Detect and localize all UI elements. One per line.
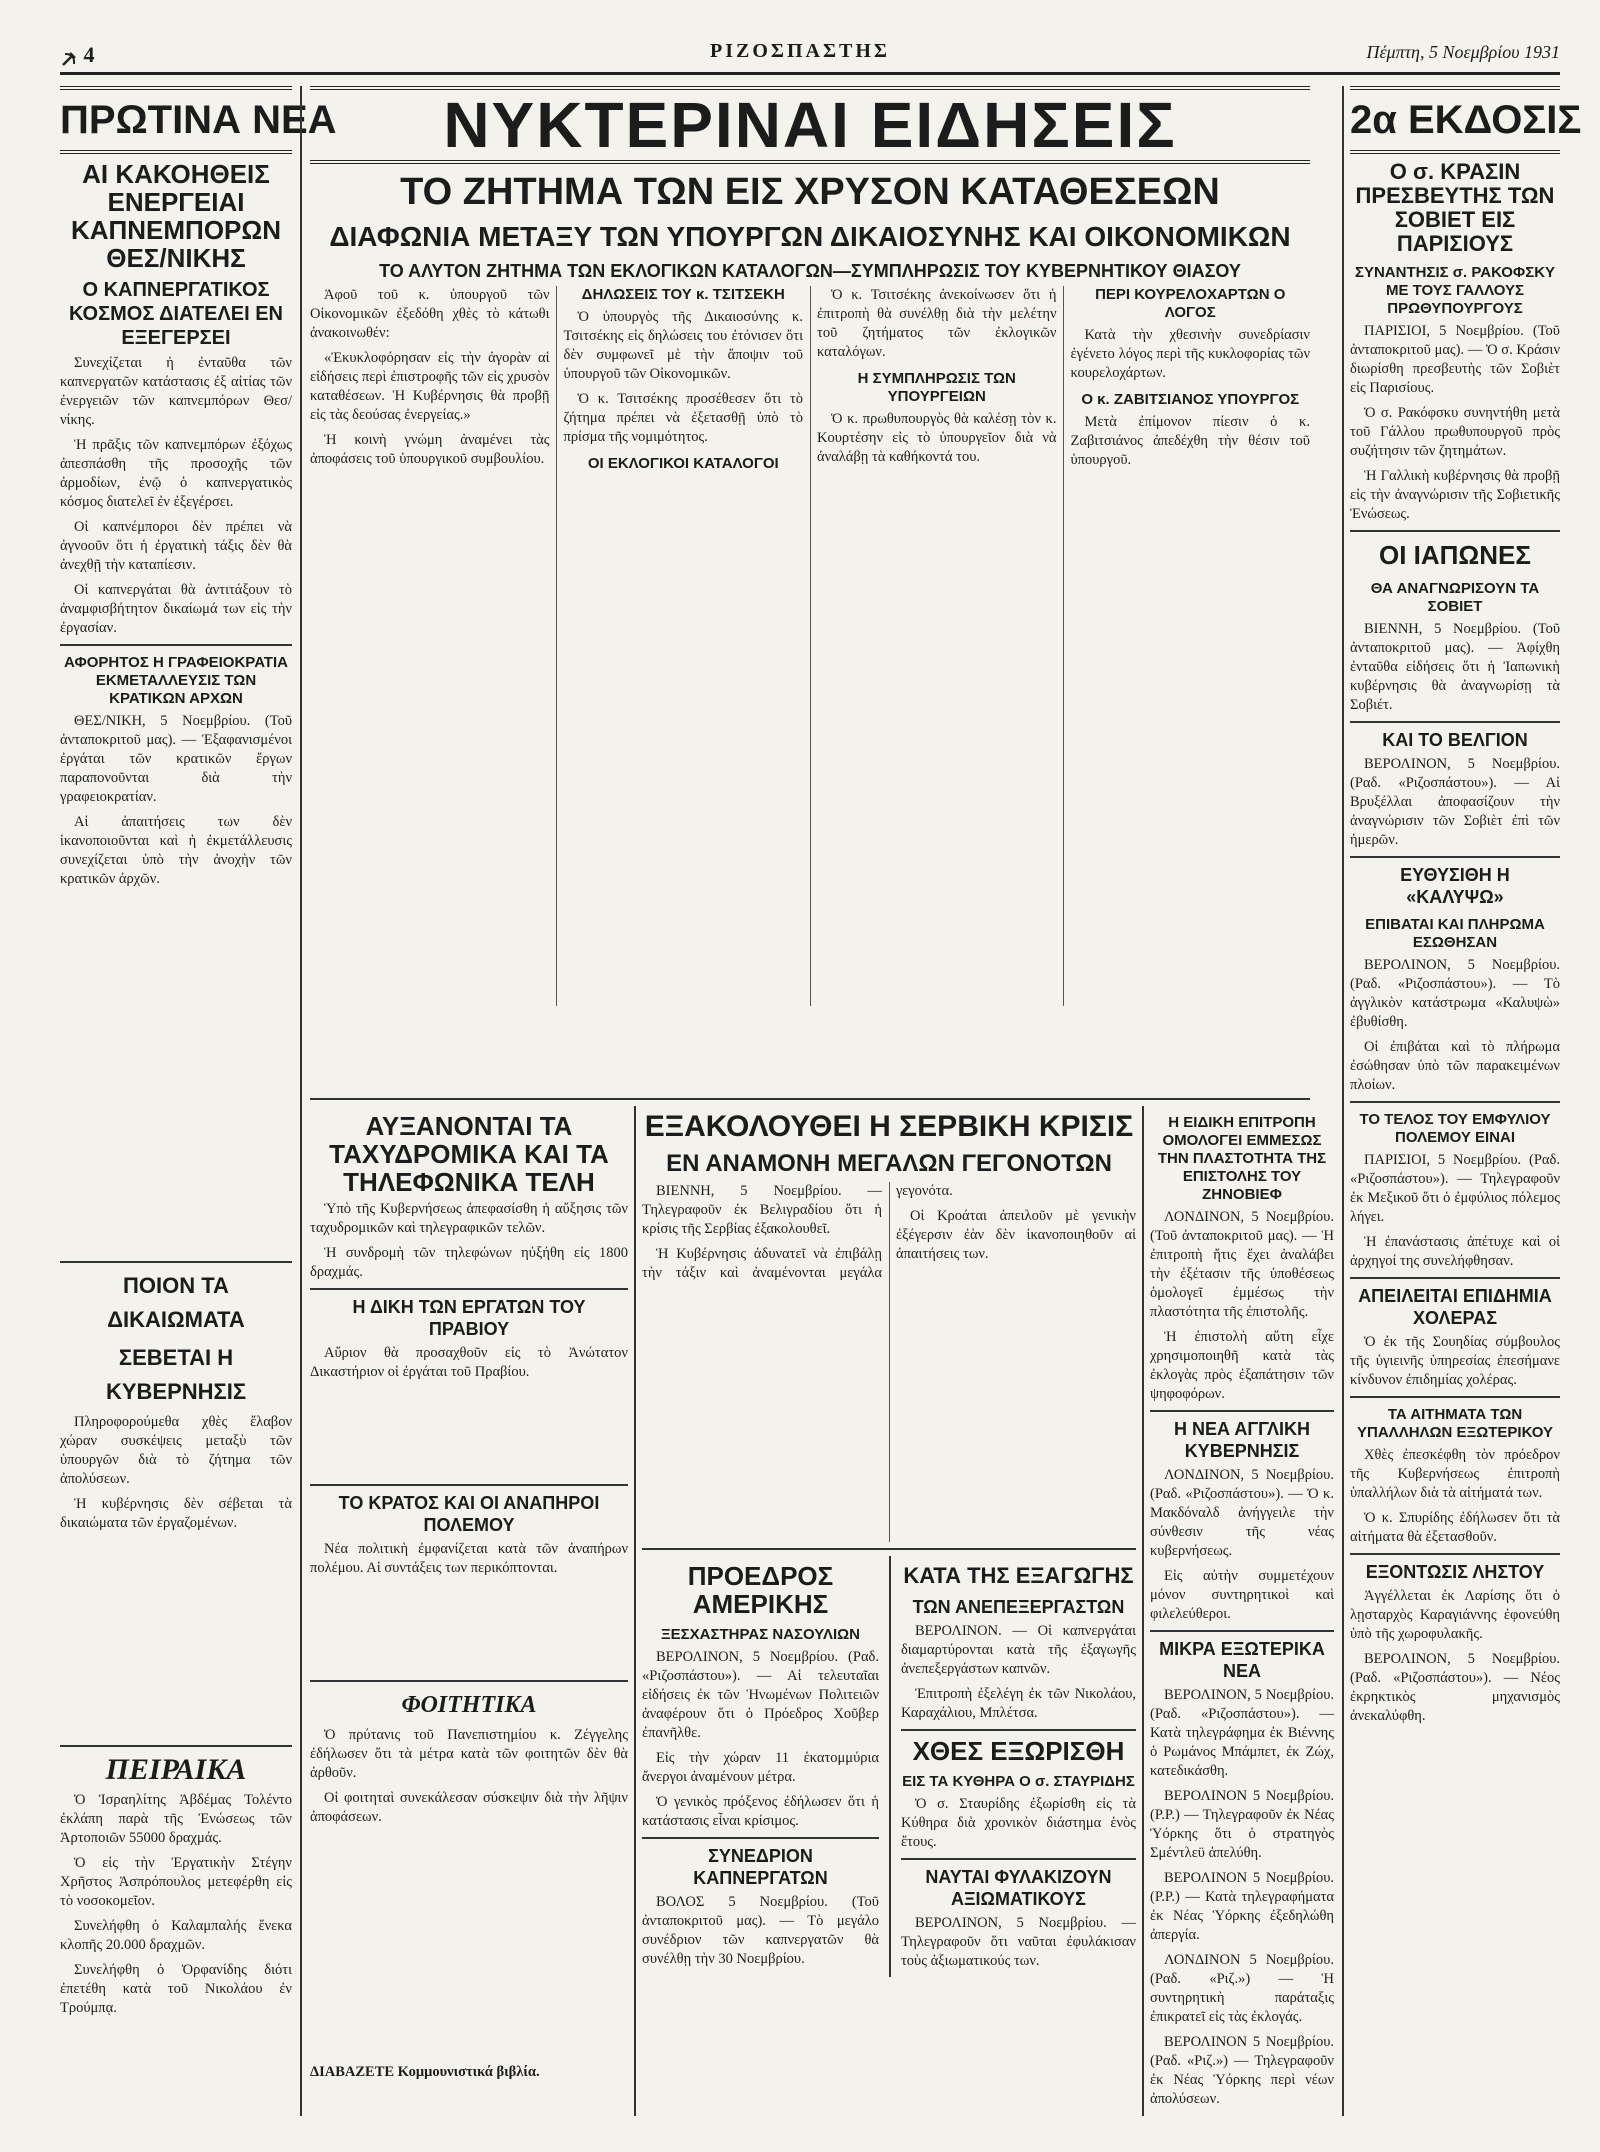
war-end-para: Ἡ ἐπανάστασις ἀπέτυχε καὶ οἱ ἀρχηγοί της συνελήφθησαν.	[1350, 1234, 1560, 1269]
divider	[642, 1837, 879, 1839]
divider	[901, 1858, 1136, 1860]
left-item4-headline: ΠΕΙΡΑΙΚΑ	[105, 1753, 247, 1786]
trial-para: Αὔριον θὰ προσαχθοῦν εἰς τὸ Ἀνώτατον Δικαστήριον οἱ ἐργάται τοῦ Πραβίου.	[310, 1345, 628, 1380]
war-end-headline: ΤΟ ΤΕΛΟΣ ΤΟΥ ΕΜΦΥΛΙΟΥ ΠΟΛΕΜΟΥ ΕΙΝΑΙ	[1359, 1111, 1551, 1146]
student-para: Οἱ φοιτηταὶ συνεκάλεσαν σύσκεψιν διὰ τὴν λῆψιν ἀποφάσεων.	[310, 1790, 628, 1825]
spacer	[310, 1584, 628, 1674]
left-item2-headline: ΑΦΟΡΗΤΟΣ Η ΓΡΑΦΕΙΟΚΡΑΤΙΑ ΕΚΜΕΤΑΛΛΕΥΣΙΣ ΤΩΝ ΚΡΑΤΙΚΩΝ ΑΡΧΩΝ	[64, 654, 288, 707]
center-subhead: Η ΣΥΜΠΛΗΡΩΣΙΣ ΤΩΝ ΥΠΟΥΡΓΕΙΩΝ	[857, 370, 1016, 405]
left-item3-headline: ΠΟΙΟΝ ΤΑ ΔΙΚΑΙΩΜΑΤΑ	[107, 1273, 245, 1332]
divider	[310, 1288, 628, 1290]
center-misc-column	[310, 1106, 628, 2116]
left-item3-subhead: ΣΕΒΕΤΑΙ Η ΚΥΒΕΡΝΗΣΙΣ	[105, 1345, 247, 1404]
center-main-para: «Ἐκυκλοφόρησαν εἰς τὴν ἀγορὰν αἱ εἰδήσεις περὶ ἐπιστροφῆς τῶν εἰς χρυσὸν καταθέσεων. Ἡ Κυβέρνησις θὰ προβῇ εἰς τὰς δεούσας ἐνεργείας.»	[310, 350, 550, 423]
left-item3-para: Ἡ κυβέρνησις δὲν σέβεται τὰ δικαιώματα τῶν ἐργαζομένων.	[60, 1496, 292, 1531]
japan-para: ΒΙΕΝΝΗ, 5 Νοεμβρίου. (Τοῦ ἀνταποκριτοῦ μας). — Ἀφίχθη ἐνταῦθα εἰδήσεις ὅτι ἡ Ἰαπωνικὴ κυβέρνησις θὰ ἀναγνωρίσῃ τὰ Σοβιέτ.	[1350, 621, 1560, 713]
divider	[1350, 1396, 1560, 1398]
committee-para: Ἡ ἐπιστολὴ αὕτη εἶχε χρησιμοποιηθῆ κατὰ τὰς ἐκλογὰς πρὸς ἐξαπάτησιν τῶν ψηφοφόρων.	[1150, 1329, 1334, 1402]
left-item3-para: Πληροφορούμεθα χθὲς ἔλαβον χώραν συσκέψεις μεταξὺ τῶν ὑπουργῶν διὰ τὸ ζήτημα τῶν ἀπολύσεων.	[60, 1414, 292, 1487]
kalypso-headline: ΕΥΘΥΣΙΘΗ Η «ΚΑΛΥΨΩ»	[1400, 865, 1510, 907]
right-lead-subhead: ΣΥΝΑΝΤΗΣΙΣ σ. ΡΑΚΟΦΣΚΥ ΜΕ ΤΟΥΣ ΓΑΛΛΟΥΣ ΠΡΩΘΥΠΟΥΡΓΟΥΣ	[1354, 264, 1556, 317]
divider	[60, 1261, 292, 1263]
left-banner: ΠΡΩΤΙΝΑ ΝΕΑ	[60, 86, 292, 154]
center-main-para: Ὁ ὑπουργὸς τῆς Δικαιοσύνης κ. Τσιτσέκης εἰς δηλώσεις του ἐτόνισεν ὅτι δὲν συμφωνεῖ μὲ τὴν ἄποψιν τοῦ ὑπουργοῦ τῶν Οἰκονομικῶν.	[563, 309, 803, 382]
uk-para: ΛΟΝΔΙΝΟΝ, 5 Νοεμβρίου. (Ραδ. «Ριζοσπάστου»). — Ὁ κ. Μακδόναλδ ἀνήγγειλε τὴν σύνθεσιν τῆς νέας κυβερνήσεως.	[1150, 1467, 1334, 1559]
center-main-para: Ὁ κ. πρωθυπουργὸς θὰ καλέσῃ τὸν κ. Κουρτέσην εἰς τὸ ὑπουργεῖον διὰ νὰ ἀναλάβῃ τὰ καθήκοντά του.	[817, 411, 1057, 465]
serbia-body	[642, 1182, 1136, 1542]
missing-para: Ἀγγέλλεται ἐκ Λαρίσης ὅτι ὁ λῃσταρχὸς Καραγιάννης ἐφονεύθη ὑπὸ τῆς χωροφυλακῆς.	[1350, 1588, 1560, 1642]
spacer	[310, 1833, 628, 2063]
center-subhead: ΟΙ ΕΚΛΟΓΙΚΟΙ ΚΑΤΑΛΟΓΟΙ	[587, 455, 779, 472]
center-main-para: Ἀφοῦ τοῦ κ. ὑπουργοῦ τῶν Οἰκονομικῶν ἐξεδόθη χθὲς τὸ κάτωθι ἀνακοινωθέν:	[310, 287, 550, 341]
center-main-body	[310, 286, 1310, 1006]
center-subhead: Ο κ. ΖΑΒΙΤΣΙΑΝΟΣ ΥΠΟΥΡΓΟΣ	[1081, 391, 1300, 408]
left-lead-subhead: Ο ΚΑΠΝΕΡΓΑΤΙΚΟΣ ΚΟΣΜΟΣ ΔΙΑΤΕΛΕΙ ΕΝ ΕΞΕΓΕΡΣΕΙ	[69, 279, 283, 349]
usa-block	[642, 1556, 879, 1977]
belgium-headline: ΚΑΙ ΤΟ ΒΕΛΓΙΟΝ	[1382, 730, 1528, 750]
center-subhead: ΔΗΛΩΣΕΙΣ ΤΟΥ κ. ΤΣΙΤΣΕΚΗ	[581, 286, 785, 303]
uk-para: Εἰς αὐτὴν συμμετέχουν μόνον συντηρητικοὶ καὶ φιλελεύθεροι.	[1150, 1568, 1334, 1622]
exile-para: Ὁ σ. Σταυρίδης ἐξωρίσθη εἰς τὰ Κύθηρα διὰ χρονικὸν διάστημα ἑνὸς ἔτους.	[900, 1796, 1136, 1850]
left-lead-para: Συνεχίζεται ἡ ἐνταῦθα τῶν καπνεργατῶν κατάστασις ἐξ αἰτίας τῶν ἐνεργειῶν τῶν καπνεμπόρων Θεσ/νίκης.	[60, 355, 292, 428]
post-headline: ΑΥΞΑΝΟΝΤΑΙ ΤΑ ΤΑΧΥΔΡΟΜΙΚΑ ΚΑΙ ΤΑ ΤΗΛΕΦΩΝΙΚΑ ΤΕΛΗ	[329, 1111, 609, 1197]
serbia-para: Οἱ Κροάται ἀπειλοῦν μὲ γενικὴν ἐξέγερσιν ἐὰν δὲν ἱκανοποιηθοῦν αἱ ἀπαιτήσεις των.	[896, 1208, 1136, 1262]
post-para: Ἡ συνδρομὴ τῶν τηλεφώνων ηὐξήθη εἰς 1800 δραχμάς.	[310, 1245, 628, 1280]
column-rule	[300, 86, 302, 2116]
export-para: ΒΕΡΟΛΙΝΟΝ. — Οἱ καπνεργάται διαμαρτύρονται κατὰ τῆς ἐξαγωγῆς ἀνεπεξεργάστων καπνῶν.	[900, 1623, 1136, 1677]
divider	[1350, 1553, 1560, 1555]
usa-para: ΒΕΡΟΛΙΝΟΝ, 5 Νοεμβρίου. (Ραδ. «Ριζοσπάστου»). — Αἱ τελευταῖαι εἰδήσεις ἐκ τῶν Ἡνωμένων Πολιτειῶν ἀναφέρουν ὅτι ὁ Πρόεδρος Χοῦβερ ἐπανῆλθε.	[642, 1649, 879, 1741]
serbia-headline: ΕΞΑΚΟΛΟΥΘΕΙ Η ΣΕΡΒΙΚΗ ΚΡΙΣΙΣ	[644, 1110, 1134, 1143]
center-main-deck: ΤΟ ΑΛΥΤΟΝ ΖΗΤΗΜΑ ΤΩΝ ΕΚΛΟΓΙΚΩΝ ΚΑΤΑΛΟΓΩΝ—ΣΥΜΠΛΗΡΩΣΙΣ ΤΟΥ ΚΥΒΕΡΝΗΤΙΚΟΥ ΘΙΑΣΟΥ	[379, 261, 1241, 281]
spacer	[60, 895, 292, 1255]
committee-headline: Η ΕΙΔΙΚΗ ΕΠΙΤΡΟΠΗ ΟΜΟΛΟΓΕΙ ΕΜΜΕΣΩΣ ΤΗΝ ΠΛΑΣΤΟΤΗΤΑ ΤΗΣ ΕΠΙΣΤΟΛΗΣ ΤΟΥ ΖΗΝΟΒΙΕΦ	[1157, 1114, 1327, 1203]
divider	[1350, 1277, 1560, 1279]
center-main-headline: ΤΟ ΖΗΤΗΜΑ ΤΩΝ ΕΙΣ ΧΡΥΣΟΝ ΚΑΤΑΘΕΣΕΩΝ	[400, 171, 1220, 213]
japan-subhead: ΘΑ ΑΝΑΓΝΩΡΙΣΟΥΝ ΤΑ ΣΟΒΙΕΤ	[1370, 580, 1540, 615]
divider	[901, 1729, 1136, 1731]
war-headline: ΤΟ ΚΡΑΤΟΣ ΚΑΙ ΟΙ ΑΝΑΠΗΡΟΙ ΠΟΛΕΜΟΥ	[338, 1493, 600, 1535]
small-news-para: ΒΕΡΟΛΙΝΟΝ 5 Νοεμβρίου. (Ρ.Ρ.) — Τηλεγραφοῦν ἐκ Νέας Ὑόρκης ὅτι ὁ στρατηγὸς Σμέντλεϋ ἀπελύθη.	[1150, 1788, 1334, 1861]
left-column	[60, 86, 337, 2116]
uk-headline: Η ΝΕΑ ΑΓΓΛΙΚΗ ΚΥΒΕΡΝΗΣΙΣ	[1173, 1419, 1311, 1461]
divider	[1350, 721, 1560, 723]
divider	[1350, 1101, 1560, 1103]
divider	[1350, 856, 1560, 858]
kalypso-para: ΒΕΡΟΛΙΝΟΝ, 5 Νοεμβρίου. (Ραδ. «Ριζοσπάστου»). — Τὸ ἀγγλικὸν κατάστρωμα «Καλυψὼ» ἐβυθίσθη.	[1350, 957, 1560, 1030]
center-upper	[310, 86, 1310, 1096]
column-rule	[1342, 86, 1344, 2116]
exile-headline: ΧΘΕΣ ΕΞΩΡΙΣΘΗ	[912, 1736, 1125, 1766]
serbia-subhead: ΕΝ ΑΝΑΜΟΝΗ ΜΕΓΑΛΩΝ ΓΕΓΟΝΟΤΩΝ	[666, 1150, 1112, 1177]
navy-para: ΒΕΡΟΛΙΝΟΝ, 5 Νοεμβρίου. — Τηλεγραφοῦν ὅτι ναῦται ἐφυλάκισαν τοὺς ἀξιωματικούς των.	[900, 1915, 1136, 1969]
center-main-para: Κατὰ τὴν χθεσινὴν συνεδρίασιν ἐγένετο λόγος περὶ τῆς κυκλοφορίας τῶν κουρελοχάρτων.	[1070, 327, 1310, 381]
right-lead-para: Ἡ Γαλλικὴ κυβέρνησις θὰ προβῇ εἰς τὴν ἀναγνώρισιν τῆς Σοβιετικῆς Ἑνώσεως.	[1350, 468, 1560, 522]
center-subhead: ΠΕΡΙ ΚΟΥΡΕΛΟΧΑΡΤΩΝ Ο ΛΟΓΟΣ	[1095, 286, 1286, 321]
student-footer: ΔΙΑΒΑΖΕΤΕ Κομμουνιστικά βιβλία.	[310, 2064, 540, 2080]
committee-para: ΛΟΝΔΙΝΟΝ, 5 Νοεμβρίου. (Τοῦ ἀνταποκριτοῦ μας). — Ἡ ἐπιτροπὴ ἤτις ἔχει ἀναλάβει τὴν ἐξέτασιν τῆς ὑποθέσεως ὁμολογεῖ ἐμμέσως τὴν πλαστότητα τῆς ἐπιστολῆς.	[1150, 1209, 1334, 1320]
column-rule	[889, 1556, 891, 1977]
divider	[1150, 1630, 1334, 1632]
belgium-para: ΒΕΡΟΛΙΝΟΝ, 5 Νοεμβρίου. (Ραδ. «Ριζοσπάστου»). — Αἱ Βρυξέλλαι ἀποφασίζουν τὴν ἀναγνώρισιν τῶν Σοβιὲτ ἐπὶ τῶν ἡμερῶν.	[1350, 756, 1560, 848]
left-lead-headline: ΑΙ ΚΑΚΟΗΘΕΙΣ ΕΝΕΡΓΕΙΑΙ ΚΑΠΝΕΜΠΟΡΩΝ ΘΕΣ/ΝΙΚΗΣ	[70, 159, 282, 273]
left-lead-para: Οἱ καπνέμποροι δὲν πρέπει νὰ ἀγνοοῦν ὅτι ἡ ἐργατικὴ τάξις δὲν θὰ ἀνεχθῇ τὴν καταπίεσιν.	[60, 519, 292, 573]
export-headline: ΚΑΤΑ ΤΗΣ ΕΞΑΓΩΓΗΣ	[903, 1563, 1134, 1588]
small-news-para: ΒΕΡΟΛΙΝΟΝ 5 Νοεμβρίου. (Ρ.Ρ.) — Κατὰ τηλεγραφήματα ἐκ Νέας Ὑόρκης ἐξεδηλώθη ἀπεργία.	[1150, 1870, 1334, 1943]
lower-split	[642, 1556, 1136, 1977]
divider	[60, 644, 292, 646]
left-item2-para: ΘΕΣ/ΝΙΚΗ, 5 Νοεμβρίου. (Τοῦ ἀνταποκριτοῦ μας). — Ἐξαφανισμένοι ἐργάται τῶν κρατικῶν ἔργων παραπονοῦνται διὰ τὴν γραφειοκρατίαν.	[60, 713, 292, 805]
hammer-sickle-icon	[60, 48, 78, 66]
kalypso-para: Οἱ ἐπιβάται καὶ τὸ πλήρωμα ἐσώθησαν ὑπὸ τῶν παρακειμένων πλοίων.	[1350, 1039, 1560, 1093]
serbia-column	[642, 1106, 1136, 2116]
kalypso-subhead: ΕΠΙΒΑΤΑΙ ΚΑΙ ΠΛΗΡΩΜΑ ΕΣΩΘΗΣΑΝ	[1365, 916, 1545, 951]
center-main-para: Μετὰ ἐπίμονον πίεσιν ὁ κ. Ζαβιτσιάνος ἀπεδέχθη τὴν θέσιν τοῦ ὑπουργοῦ.	[1070, 414, 1310, 468]
left-item2-para: Αἱ ἀπαιτήσεις των δὲν ἱκανοποιοῦνται καὶ ἡ ἐκμετάλλευσις συνεχίζεται ὑπὸ τὴν ἀνοχὴν τῶν κρατικῶν ἀρχῶν.	[60, 814, 292, 887]
divider	[60, 1745, 292, 1747]
spacer	[60, 1539, 292, 1739]
right-banner: 2α ΕΚΔΟΣΙΣ	[1350, 86, 1560, 154]
section-rule	[310, 1098, 1310, 1100]
center-main-para: Ὁ κ. Τσιτσέκης προσέθεσεν ὅτι τὸ ζήτημα πρέπει νὰ ἐξετασθῇ ὑπὸ τὸ πρίσμα τῆς νομιμότητος.	[563, 391, 803, 445]
serbia-para: Ἡ Κυβέρνησις ἀδυνατεῖ νὰ ἐπιβάλῃ τὴν τάξιν καὶ ἀναμένονται μεγάλα γεγονότα.	[642, 1183, 953, 1281]
center-main-para: Ἡ κοινὴ γνώμη ἀναμένει τὰς ἀποφάσεις τοῦ ὑπουργικοῦ συμβουλίου.	[310, 432, 550, 467]
divider	[310, 1484, 628, 1486]
export-block	[901, 1556, 1136, 1977]
export-subhead: ΤΩΝ ΑΝΕΠΕΞΕΡΓΑΣΤΩΝ	[912, 1597, 1125, 1617]
missing-para: ΒΕΡΟΛΙΝΟΝ, 5 Νοεμβρίου. (Ραδ. «Ριζοσπάστου»). — Νέος ἐκρηκτικὸς μηχανισμὸς ἀνεκαλύφθη.	[1350, 1651, 1560, 1724]
usa-subhead: ΞΕΣΧΑΣΤΗΡΑΣ ΝΑΣΟΥΛΙΩΝ	[661, 1626, 860, 1643]
center-main-subhead: ΔΙΑΦΩΝΙΑ ΜΕΤΑΞΥ ΤΩΝ ΥΠΟΥΡΓΩΝ ΔΙΚΑΙΟΣΥΝΗΣ ΚΑΙ ΟΙΚΟΝΟΜΙΚΩΝ	[329, 221, 1291, 252]
divider	[642, 1548, 1136, 1550]
usa-para: Εἰς τὴν χώραν 11 ἑκατομμύρια ἄνεργοι ἀναμένουν μέτρα.	[642, 1750, 879, 1785]
missing-headline: ΕΞΟΝΤΩΣΙΣ ΛΗΣΤΟΥ	[1365, 1562, 1545, 1582]
issue-date: Πέμπτη, 5 Νοεμβρίου 1931	[1366, 42, 1560, 62]
column-rule	[634, 1106, 636, 2116]
exile-subhead: ΕΙΣ ΤΑ ΚΥΘΗΡΑ Ο σ. ΣΤΑΥΡΙΔΗΣ	[902, 1773, 1135, 1790]
navy-headline: ΝΑΥΤΑΙ ΦΥΛΑΚΙΖΟΥΝ ΑΞΙΩΜΑΤΙΚΟΥΣ	[925, 1867, 1112, 1909]
page-number: 4	[60, 42, 95, 68]
cholera-para: Ὁ ἐκ τῆς Σουηδίας σύμβουλος τῆς ὑγιεινῆς ὑπηρεσίας ἐπεσήμανε κίνδυνον ἐπιδημίας χολέρας.	[1350, 1334, 1560, 1388]
post-para: Ὑπὸ τῆς Κυβερνήσεως ἀπεφασίσθη ἡ αὔξησις τῶν ταχυδρομικῶν καὶ τηλεγραφικῶν τελῶν.	[310, 1201, 628, 1236]
divider	[1350, 530, 1560, 532]
serbia-para: ΒΙΕΝΝΗ, 5 Νοεμβρίου. — Τηλεγραφοῦν ἐκ Βελιγραδίου ὅτι ἡ κρίσις τῆς Σερβίας ἐξακολουθεῖ.	[642, 1183, 882, 1237]
usa-headline: ΠΡΟΕΔΡΟΣ ΑΜΕΡΙΚΗΣ	[687, 1561, 834, 1619]
demands-headline: ΤΑ ΑΙΤΗΜΑΤΑ ΤΩΝ ΥΠΑΛΛΗΛΩΝ ΕΞΩΤΕΡΙΚΟΥ	[1357, 1406, 1553, 1441]
demands-para: Χθὲς ἐπεσκέφθη τὸν πρόεδρον τῆς Κυβερνήσεως ἐπιτροπὴ ὑπαλλήλων διὰ τὰ αἰτήματά των.	[1350, 1447, 1560, 1501]
small-news-headline: ΜΙΚΡΑ ΕΞΩΤΕΡΙΚΑ ΝΕΑ	[1159, 1639, 1325, 1681]
center-main-para: Ὁ κ. Τσιτσέκης ἀνεκοίνωσεν ὅτι ἡ ἐπιτροπὴ θὰ συνέλθῃ διὰ τὴν μελέτην τοῦ ζητήματος τῶν ἐκλογικῶν καταλόγων.	[817, 287, 1057, 360]
usa-para: Ὁ γενικὸς πρόξενος ἐδήλωσεν ὅτι ἡ κατάστασις εἶναι κρίσιμος.	[642, 1794, 879, 1829]
header-rule	[60, 72, 1560, 75]
right-column	[1350, 86, 1582, 2116]
left-item4-para: Συνελήφθη ὁ Καλαμπαλής ἕνεκα κλοπῆς 20.000 δραχμῶν.	[60, 1918, 292, 1953]
small-news-para: ΒΕΡΟΛΙΝΟΝ 5 Νοεμβρίου. (Ραδ. «Ριζ.») — Τηλεγραφοῦν ἐκ Νέας Ὑόρκης περὶ νέων ἀπολύσεων.	[1150, 2034, 1334, 2107]
column-rule	[1142, 1106, 1144, 2116]
committee-column	[1150, 1106, 1334, 2116]
left-item4-para: Ὁ Ἰσραηλίτης Ἀβδέμας Τολέντο ἐκλάπη παρὰ τῆς Ἐνώσεως τῶν Ἀρτοποιῶν 55000 δραχμάς.	[60, 1792, 292, 1846]
masthead: ΡΙΖΟΣΠΑΣΤΗΣ	[709, 40, 891, 62]
divider	[1150, 1410, 1334, 1412]
right-lead-headline: Ο σ. ΚΡΑΣΙΝ ΠΡΕΣΒΕΥΤΗΣ ΤΩΝ ΣΟΒΙΕΤ ΕΙΣ ΠΑΡΙΣΙΟΥΣ	[1355, 159, 1555, 256]
war-end-para: ΠΑΡΙΣΙΟΙ, 5 Νοεμβρίου. (Ραδ. «Ριζοσπάστου»). — Τηλεγραφοῦν ἐκ Μεξικοῦ ὅτι ὁ ἐμφύλιος πόλεμος λήγει.	[1350, 1152, 1560, 1225]
war-para: Νέα πολιτικὴ ἐμφανίζεται κατὰ τῶν ἀναπήρων πολέμου. Αἱ συντάξεις των περικόπτονται.	[310, 1541, 628, 1576]
student-headline: ΦΟΙΤΗΤΙΚΑ	[401, 1692, 537, 1718]
newspaper-page	[60, 38, 1582, 2128]
right-lead-para: Ὁ σ. Ρακόφσκυ συνηντήθη μετὰ τοῦ Γάλλου πρωθυπουργοῦ πρὸς συζήτησιν τῶν ζητημάτων.	[1350, 405, 1560, 459]
left-item4-para: Συνελήφθη ὁ Ὀρφανίδης διότι ἐπετέθη κατὰ τοῦ Νικολάου ἐν Τρούμπᾳ.	[60, 1962, 292, 2016]
spacer	[310, 1388, 628, 1478]
japan-headline: ΟΙ ΙΑΠΩΝΕΣ	[1378, 540, 1531, 570]
export-para: Ἐπιτροπὴ ἐξελέγη ἐκ τῶν Νικολάου, Καραχάλιου, Μπλέτσα.	[900, 1686, 1136, 1721]
cholera-headline: ΑΠΕΙΛΕΙΤΑΙ ΕΠΙΔΗΜΙΑ ΧΟΛΕΡΑΣ	[1358, 1286, 1552, 1328]
congress-headline: ΣΥΝΕΔΡΙΟΝ ΚΑΠΝΕΡΓΑΤΩΝ	[693, 1846, 828, 1888]
center-banner: ΝΥΚΤΕΡΙΝΑΙ ΕΙΔΗΣΕΙΣ	[310, 86, 1310, 164]
left-lead-para: Ἡ πρᾶξις τῶν καπνεμπόρων ἐξόχως ἀπεσπάσθη τῆς προσοχῆς τῶν ἀρμοδίων, ἐνῷ ὁ καπνεργατικὸς κόσμος διατελεῖ ἐν ἐξεγέρσει.	[60, 437, 292, 510]
small-news-para: ΒΕΡΟΛΙΝΟΝ, 5 Νοεμβρίου. (Ραδ. «Ριζοσπάστου»). — Κατὰ τηλεγράφημα ἐκ Βιέννης ὁ Ρωμάνος Μπάμπετ, ἐκ Ζώχ, κατεδικάσθη.	[1150, 1687, 1334, 1779]
student-para: Ὁ πρύτανις τοῦ Πανεπιστημίου κ. Ζέγγελης ἐδήλωσεν ὅτι τὰ μέτρα κατὰ τῶν φοιτητῶν δὲν θὰ ἀρθοῦν.	[310, 1727, 628, 1781]
trial-headline: Η ΔΙΚΗ ΤΩΝ ΕΡΓΑΤΩΝ ΤΟΥ ΠΡΑΒΙΟΥ	[352, 1297, 586, 1339]
congress-para: ΒΟΛΟΣ 5 Νοεμβρίου. (Τοῦ ἀνταποκριτοῦ μας). — Τὸ μεγάλο συνέδριον τῶν καπνεργατῶν θὰ συνέλθῃ τὴν 30 Νοεμβρίου.	[642, 1894, 879, 1967]
divider	[310, 1680, 628, 1682]
left-item4-para: Ὁ εἰς τὴν Ἐργατικὴν Στέγην Χρῆστος Ἀσπρόπουλος μετεφέρθη εἰς τὸ νοσοκομεῖον.	[60, 1855, 292, 1909]
demands-para: Ὁ κ. Σπυρίδης ἐδήλωσεν ὅτι τὰ αἰτήματα θὰ ἐξετασθοῦν.	[1350, 1510, 1560, 1545]
right-lead-para: ΠΑΡΙΣΙΟΙ, 5 Νοεμβρίου. (Τοῦ ἀνταποκριτοῦ μας). — Ὁ σ. Κράσιν διωρίσθη πρεσβευτὴς τῶν Σοβιὲτ εἰς Παρισίους.	[1350, 323, 1560, 396]
left-lead-para: Οἱ καπνεργάται θὰ ἀντιτάξουν τὸ ἀναμφισβήτητον δικαίωμά των εἰς τὴν ἐργασίαν.	[60, 582, 292, 636]
small-news-para: ΛΟΝΔΙΝΟΝ 5 Νοεμβρίου. (Ραδ. «Ριζ.») — Ἡ συντηρητικὴ παράταξις ἐπικρατεῖ εἰς τὰς ἐκλογάς.	[1150, 1952, 1334, 2025]
